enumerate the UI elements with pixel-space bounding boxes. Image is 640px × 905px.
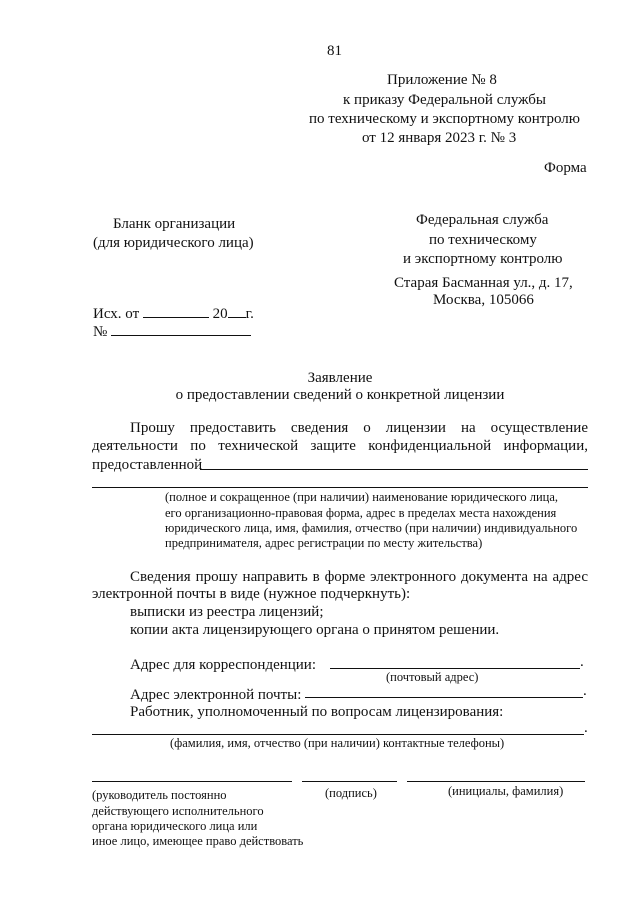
applicant-field-1[interactable] <box>200 469 588 470</box>
head-hint-2: действующего исполнительного <box>92 804 264 818</box>
para1-line-2: деятельности по технической защите конфиденциальной информации, <box>92 438 588 454</box>
outgoing-number-field[interactable] <box>111 321 251 336</box>
head-hint-3: органа юридического лица или <box>92 819 258 833</box>
sign-field[interactable] <box>302 781 397 782</box>
recipient-line-2: по техническому <box>429 232 537 248</box>
outgoing-year-suffix: г. <box>245 306 254 322</box>
outgoing-prefix: Исх. от <box>93 306 140 322</box>
appendix-line-4: от 12 января 2023 г. № 3 <box>362 130 517 146</box>
option-extract[interactable]: выписки из реестра лицензий; <box>130 604 324 620</box>
postal-period: . <box>580 654 584 670</box>
applicant-hint-2: его организационно-правовая форма, адрес в пределах места нахождения <box>165 506 557 520</box>
email-label: Адрес электронной почты: <box>130 687 302 703</box>
worker-label: Работник, уполномоченный по вопросам лицензирования: <box>130 704 504 720</box>
recipient-address-2: Москва, 105066 <box>433 292 534 308</box>
worker-hint: (фамилия, имя, отчество (при наличии) контактные телефоны) <box>170 736 505 750</box>
para1-line-1: Прошу предоставить сведения о лицензии на осуществление <box>130 420 588 436</box>
name-field[interactable] <box>407 781 585 782</box>
outgoing-number-row <box>93 321 251 342</box>
name-hint: (инициалы, фамилия) <box>448 784 564 798</box>
applicant-hint-4: предпринимателя, адрес регистрации по месту жительства) <box>165 536 483 550</box>
org-blank-line-1: Бланк организации <box>113 216 236 232</box>
para2-line-2: электронной почты в виде (нужное подчеркнуть): <box>92 586 411 602</box>
option-act-copy[interactable]: копии акта лицензирующего органа о принятом решении. <box>130 622 500 638</box>
email-field[interactable] <box>305 697 583 698</box>
sign-hint: (подпись) <box>325 786 377 800</box>
doc-subtitle: о предоставлении сведений о конкретной лицензии <box>175 387 505 403</box>
outgoing-year-field[interactable] <box>228 303 246 318</box>
recipient-line-1: Федеральная служба <box>416 212 549 228</box>
para2-line-1: Сведения прошу направить в форме электронного документа на адрес <box>130 569 588 585</box>
org-blank-line-2: (для юридического лица) <box>93 235 254 251</box>
applicant-hint-3: юридического лица, имя, фамилия, отчество (при наличии) индивидуального <box>165 521 578 535</box>
outgoing-number-label: № <box>93 324 108 340</box>
doc-title: Заявление <box>307 370 373 386</box>
form-label: Форма <box>544 160 587 176</box>
outgoing-year: 20 <box>212 306 228 322</box>
provided-label: предоставленной <box>92 457 203 473</box>
worker-period: . <box>584 720 588 736</box>
recipient-address-1: Старая Басманная ул., д. 17, <box>394 275 573 291</box>
outgoing-date-field[interactable] <box>143 303 209 318</box>
page-number: 81 <box>327 43 342 59</box>
appendix-line-2: к приказу Федеральной службы <box>343 92 547 108</box>
appendix-line-1: Приложение № 8 <box>387 72 497 88</box>
applicant-field-2[interactable] <box>92 487 588 488</box>
appendix-line-3: по техническому и экспортному контролю <box>309 111 581 127</box>
para1-line-3 <box>92 455 202 475</box>
recipient-line-3: и экспортному контролю <box>403 251 563 267</box>
email-period: . <box>583 683 587 699</box>
postal-hint: (почтовый адрес) <box>386 670 479 684</box>
postal-label: Адрес для корреспонденции: <box>130 657 317 673</box>
applicant-hint-1: (полное и сокращенное (при наличии) наименование юридического лица, <box>165 490 559 504</box>
head-signature-field[interactable] <box>92 781 292 782</box>
head-hint-1: (руководитель постоянно <box>92 788 227 802</box>
head-hint-4: иное лицо, имеющее право действовать <box>92 834 304 848</box>
